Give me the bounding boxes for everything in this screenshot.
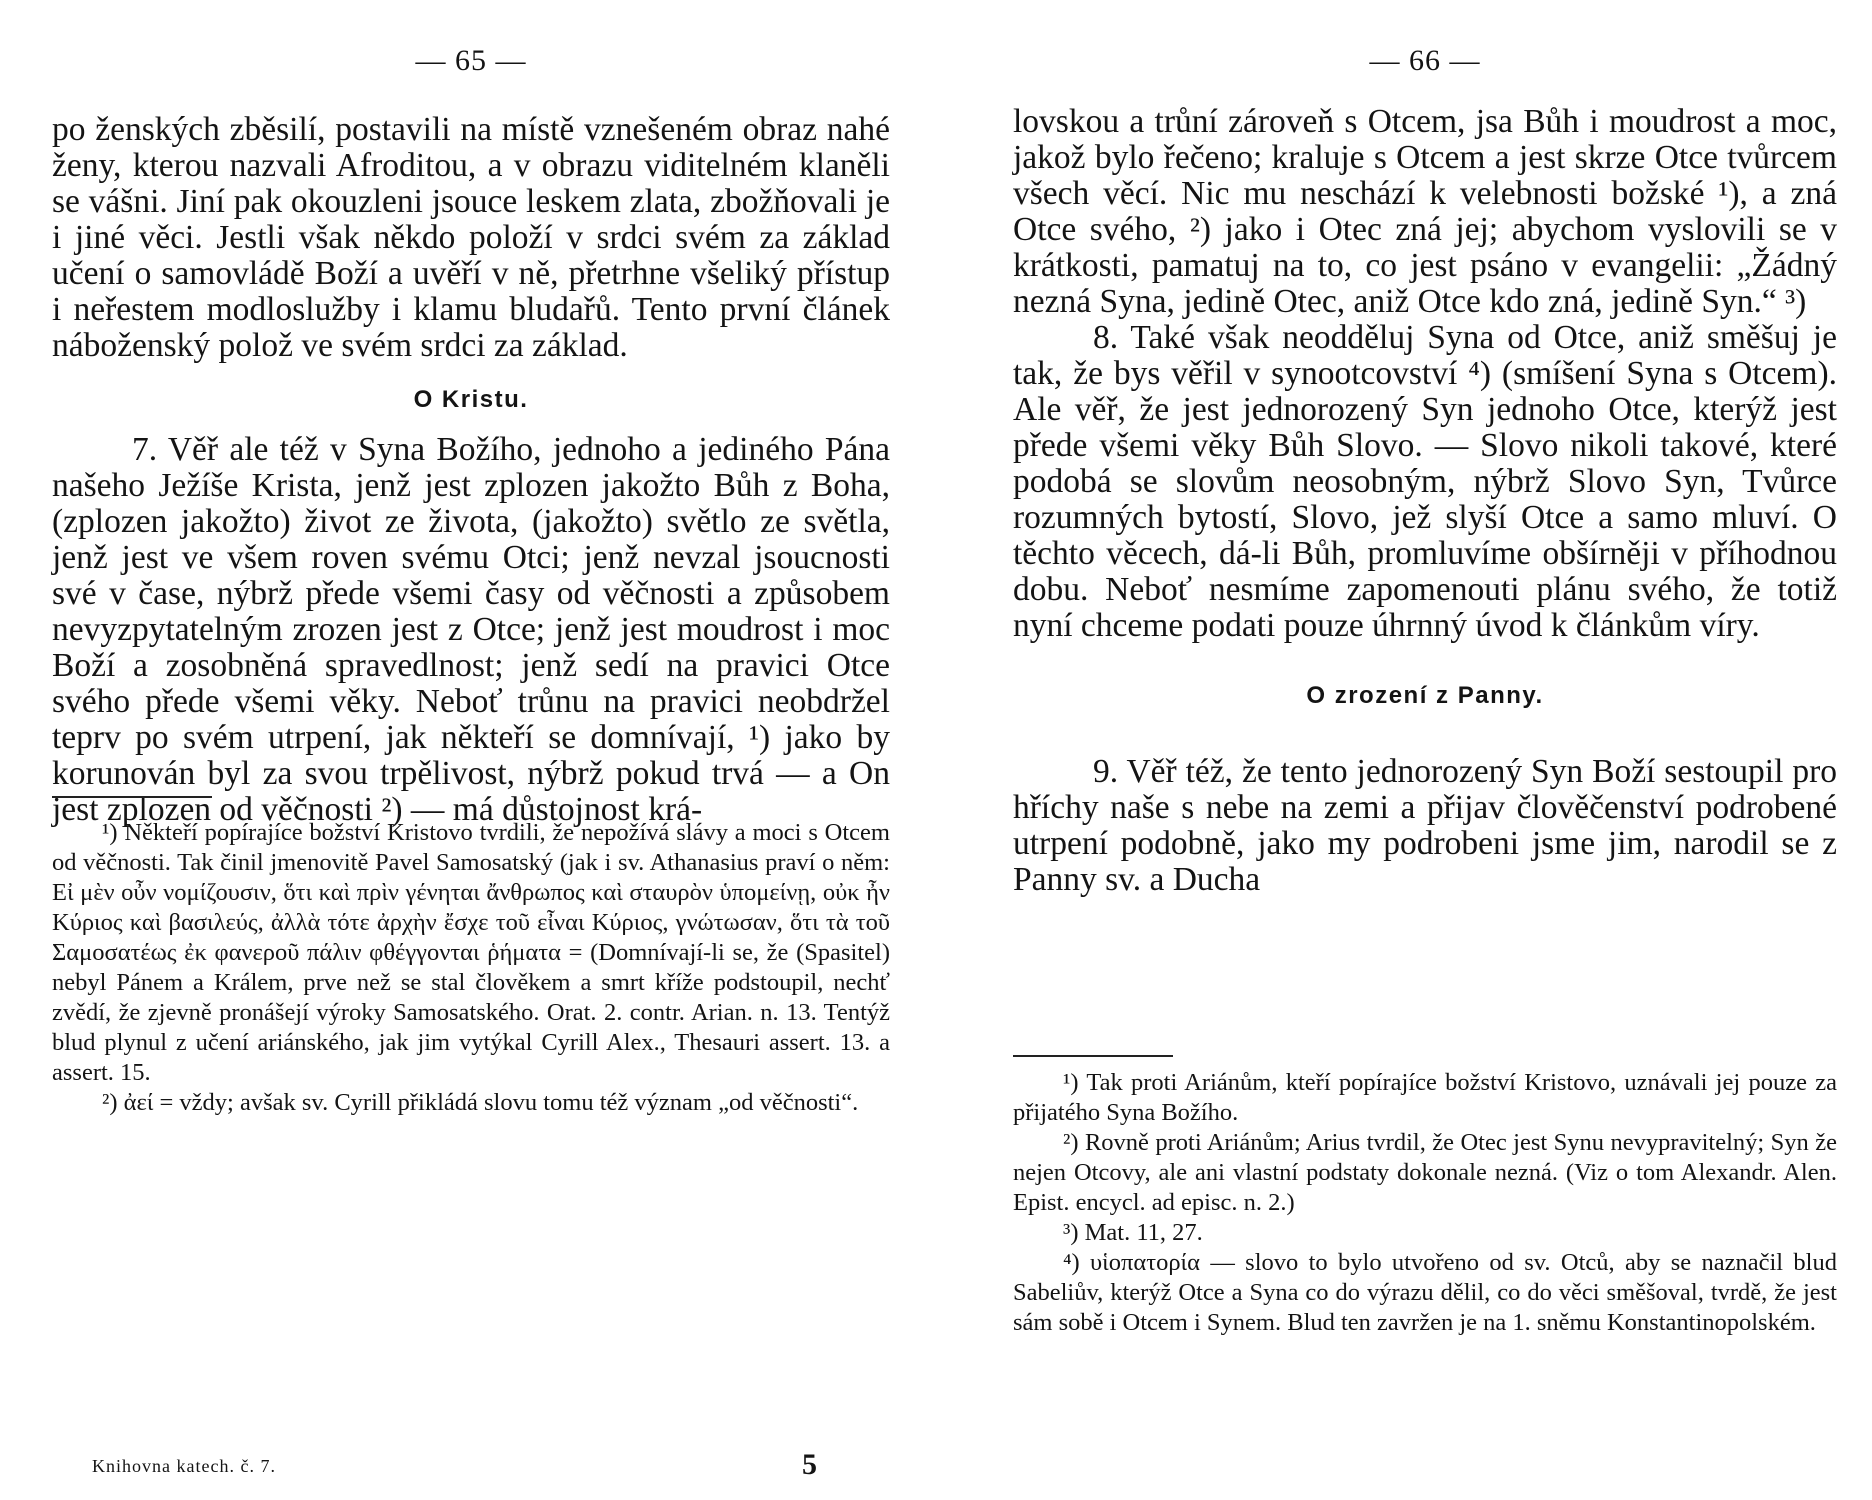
footnote: ¹) Někteří popírajíce božství Kristovo tvrdili, že nepožívá slávy a moci s Otcem od věčnosti. Tak činil jmenovitě Pavel Samosatský (jak i sv. Athanasius praví o něm: Εἰ μὲν οὖν νομίζουσιν, ὅτι καὶ πρὶν γένηται ἄνθρωπος καὶ σταυρὸν ὑπομείνῃ, οὐκ ἦν Κύριος καὶ βασιλεύς, ἀλλὰ τότε ἀρχὴν ἔσχε τοῦ εἶναι Κύριος, γνώτωσαν, ὅτι τὰ τοῦ Σαμοσατέως ἐκ φανεροῦ πάλιν φθέγγονται ῥήματα = (Domnívají-li se, že (Spasitel) nebyl Pánem a Králem, prve než se stal člověkem a smrt kříže podstoupil, nechť zvědí, že zjevně pronášejí výroky Samosatského. Orat. 2. contr. Arian. n. 13. Tentýž blud plynul z učení ariánského, jak jim vytýkal Cyrill Alex., Thesauri assert. 13. a assert. 15. (52, 819, 890, 1086)
paragraph: 9. Věř též, že tento jednorozený Syn Boží sestoupil pro hříchy naše s nebe na zemi a přijav člověčenství podrobené utrpení podobně, jako my podrobeni jsme jim, narodil se z Panny sv. a Ducha (1013, 753, 1837, 898)
signature-mark: 5 (802, 1448, 817, 1481)
page-number: — 66 — (1369, 44, 1481, 77)
paragraph: lovskou a trůní zároveň s Otcem, jsa Bůh i moudrost a moc, jakož bylo řečeno; kraluje s Otcem a jest skrze Otce tvůrcem všech věcí. Nic mu neschází k velebnosti božské ¹), a zná Otce svého, ²) jako i Otec zná jej; abychom vyslovili se v krátkosti, pamatuj na to, co jest psáno v evangelii: „Žádný nezná Syna, jedině Otec, aniž Otce kdo zná, jedině Syn.“ ³) (1013, 103, 1837, 320)
footnote: ⁴) υἱοπατορία — slovo to bylo utvořeno od sv. Otců, aby se naznačil blud Sabeliův, kterýž Otce a Syna co do výrazu dělil, co do věci směšoval, tvrdě, že jest sám sobě i Otcem i Synem. Blud ten zavržen je na 1. sněmu Konstantinopolském. (1013, 1249, 1837, 1336)
body-text (1013, 104, 1837, 898)
footnote-divider (1013, 1055, 1173, 1057)
footnote: ¹) Tak proti Ariánům, kteří popírajíce božství Kristovo, uznávali jej pouze za přijatého Syna Božího. (1013, 1069, 1837, 1126)
paragraph: 7. Věř ale též v Syna Božího, jednoho a jediného Pána našeho Ježíše Krista, jenž jest zplozen jakožto Bůh z Boha, (zplozen jakožto) život ze života, (jakožto) světlo ze světla, jenž jest ve všem roven svému Otci; jenž nevzal jsoucnosti své v čase, nýbrž přede všemi časy od věčnosti a způsobem nevyzpytatelným zrozen jest z Otce; jenž jest moudrost i moc Boží a zosobněná spravedlnost; jenž sedí na pravici Otce svého přede všemi věky. Neboť trůnu na pravici neobdržel teprv po svém utrpení, jak někteří se domnívají, ¹) jako by korunován byl za svou trpělivost, nýbrž pokud trvá — a On jest zplozen od věčnosti ²) — má důstojnost krá- (52, 431, 890, 828)
section-heading: O Kristu. (413, 386, 529, 413)
left-page (52, 0, 890, 1500)
footnote: ²) ἀεί = vždy; avšak sv. Cyrill přikládá slovu tomu též význam „od věčnosti“. (102, 1089, 859, 1116)
body-text (52, 112, 890, 828)
footnotes (1013, 1068, 1837, 1338)
paragraph: po ženských zběsilí, postavili na místě vznešeném obraz nahé ženy, kterou nazvali Afroditou, a v obrazu viditelném klaněli se vášni. Jiní pak okouzleni jsouce leskem zlata, zbožňovali je i jiné věci. Jestli však někdo položí v srdci svém za základ učení o samovládě Boží a uvěří v ně, přetrhne všeliký přístup i neřestem modloslužby i klamu bludařů. Tento první článek náboženský polož ve svém srdci za základ. (52, 111, 890, 364)
paragraph: 8. Také však neodděluj Syna od Otce, aniž směšuj je tak, že bys věřil v synootcovství ⁴) (smíšení Syna s Otcem). Ale věř, že jest jednorozený Syn jednoho Otce, kterýž jest přede všemi věky Bůh Slovo. — Slovo nikoli takové, které podobá se slovům neosobným, nýbrž Slovo Syn, Tvůrce rozumných bytostí, Slovo, jež slyší Otce a samo mluví. O těchto věcech, dá-li Bůh, promluvíme obšírněji v příhodnou dobu. Neboť nesmíme zapomenouti plánu svého, že totiž nyní chceme podati pouze úhrnný úvod k článkům víry. (1013, 319, 1837, 644)
page-number: — 65 — (415, 44, 527, 77)
printer-signature: Knihovna katech. č. 7. (92, 1456, 276, 1476)
footnote: ³) Mat. 11, 27. (1063, 1219, 1203, 1246)
footnotes (52, 818, 890, 1118)
section-heading: O zrození z Panny. (1306, 682, 1544, 709)
footnote-divider (52, 796, 212, 798)
footnote: ²) Rovně proti Ariánům; Arius tvrdil, že Otec jest Synu nevypravitelný; Syn že nejen Otcovy, ale ani vlastní podstaty dokonale nezná. (Viz o tom Alexandr. Alen. Epist. encycl. ad episc. n. 2.) (1013, 1129, 1837, 1216)
right-page (1013, 0, 1837, 1500)
